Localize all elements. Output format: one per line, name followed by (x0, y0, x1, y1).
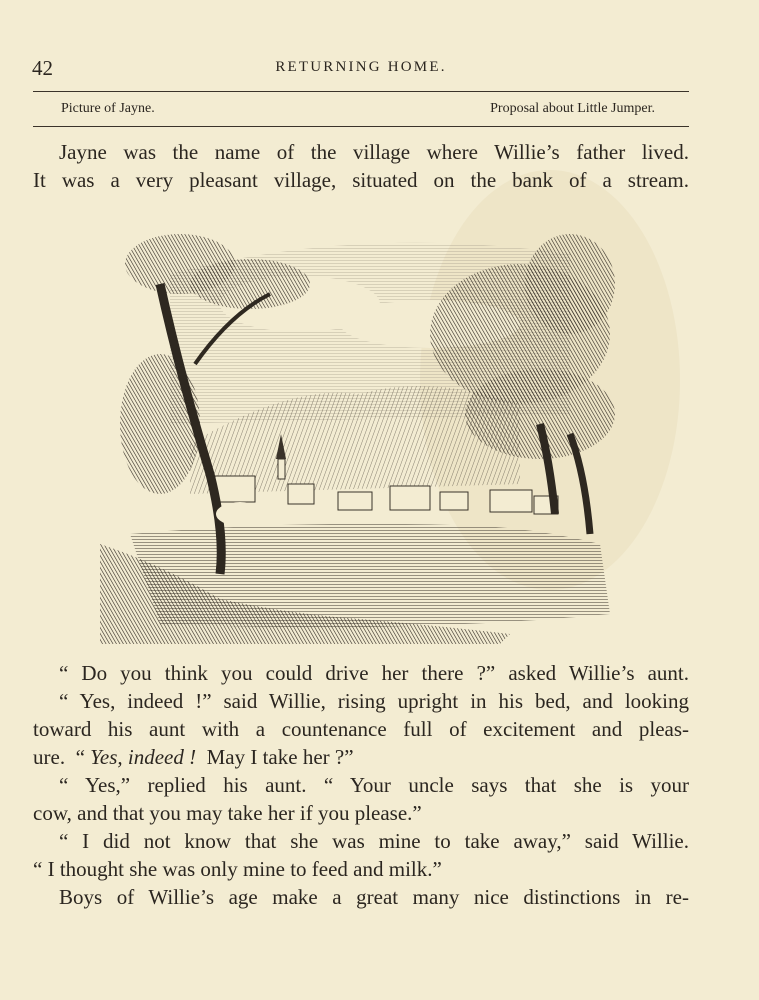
text-line: It was a very pleasant village, situated on the bank of a stream. (33, 168, 689, 192)
header-rule-bottom (33, 126, 689, 127)
village-illustration (100, 214, 620, 644)
running-head (32, 56, 690, 82)
topic-right: Proposal about Little Jumper. (490, 101, 655, 116)
text-line: “ Yes, indeed !” said Willie, rising upright in his bed, and looking (59, 689, 689, 713)
text-line: “ I did not know that she was mine to take away,” said Willie. (59, 829, 689, 853)
opening-paragraph (33, 138, 689, 194)
page-number: 42 (32, 56, 53, 80)
running-title: RETURNING HOME. (275, 59, 447, 75)
text-line: “ Do you think you could drive her there ?” asked Willie’s aunt. (59, 661, 689, 685)
text-line: Jayne was the name of the village where Willie’s father lived. (59, 140, 689, 164)
text-line: “ Yes,” replied his aunt. “ Your uncle says that she is your (59, 773, 689, 797)
topic-left: Picture of Jayne. (61, 101, 155, 116)
text-line: “ I thought she was only mine to feed and milk.” (33, 857, 442, 881)
text-fragment: May I take her ?” (196, 745, 354, 769)
dialogue-paragraphs (33, 659, 689, 911)
text-line: Boys of Willie’s age make a great many nice distinctions in re- (59, 885, 689, 909)
text-fragment: ure. “ (33, 745, 91, 769)
text-line: cow, and that you may take her if you please.” (33, 801, 422, 825)
text-line (33, 743, 689, 771)
emphasis-text: Yes, indeed ! (90, 745, 197, 769)
text-line: toward his aunt with a countenance full of excitement and pleas- (33, 717, 689, 741)
header-rule-top (33, 91, 689, 92)
river-village-engraving-icon (100, 214, 620, 644)
